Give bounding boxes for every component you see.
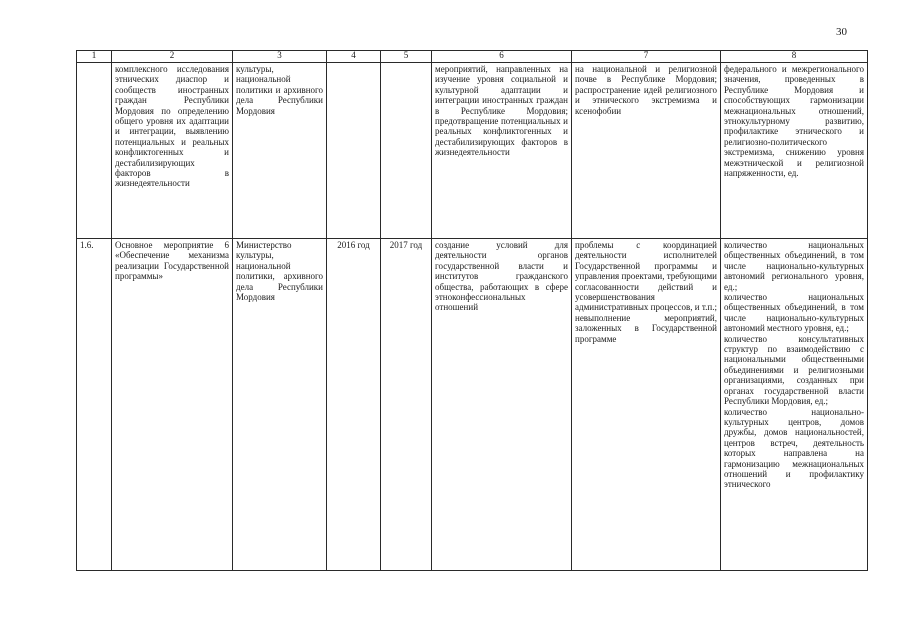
indicators-cell [721, 239, 868, 571]
header-col-3: 3 [233, 51, 327, 63]
expected-result-cell: мероприятий, направленных на изучение уровня социальной и культурной адаптации и интеграции иностранных граждан в Республике Мордовия; предотвращение потенциальных и реальных конфликтогенных и дестабилизирующих факторов в жизнедеятельности [432, 63, 572, 239]
executor-cell: культуры, национальной политики и архивного дела Республики Мордовия [233, 63, 327, 239]
indicator-item: количество национально-культурных центров, домов дружбы, домов национальностей, центров встреч, деятельность которых направлена на гармонизацию межнациональных отношений и профилактику этнического [724, 406, 864, 490]
header-col-5: 5 [381, 51, 432, 63]
header-col-1: 1 [77, 51, 112, 63]
header-col-6: 6 [432, 51, 572, 63]
expected-result-cell: создание условий для деятельности органов государственной власти и институтов гражданского общества, работающих в сфере этноконфессиональных отношений [432, 239, 572, 571]
start-year-cell: 2016 год [327, 239, 381, 571]
header-col-8: 8 [721, 51, 868, 63]
row-number-cell: 1.6. [77, 239, 112, 571]
end-year-cell [381, 63, 432, 239]
table-row [77, 239, 868, 571]
activity-name-cell: Основное мероприятие 6 «Обеспечение механизма реализации Государственной программы» [112, 239, 233, 571]
table-row [77, 63, 868, 239]
executor-cell: Министерство культуры, национальной политики, архивного дела Республики Мордовия [233, 239, 327, 571]
consequences-cell: проблемы с координацией деятельности исполнителей Государственной программы и управления проектами, требующими согласованности действий и усовершенствования административных процессов, и т.п.; невыполнение мероприятий, заложенных в Государственной программе [572, 239, 721, 571]
consequences-cell: на национальной и религиозной почве в Республике Мордовия; распространение идей религиозного и этнического экстремизма и ксенофобии [572, 63, 721, 239]
header-col-7: 7 [572, 51, 721, 63]
indicator-item: количество национальных общественных объединений, в том числе национально-культурных автономий местного уровня, ед.; [724, 292, 864, 334]
end-year-cell: 2017 год [381, 239, 432, 571]
header-row [77, 51, 868, 63]
page-number: 30 [836, 26, 847, 38]
program-activities-table [76, 50, 868, 571]
activity-name-cell: комплексного исследования этнических диаспор и сообществ иностранных граждан Республики Мордовия по определению общего уровня их адаптации и интеграции, выявлению потенциальных и реальных конфликтогенных и дестабилизирующих факторов в жизнедеятельности [112, 63, 233, 239]
header-col-4: 4 [327, 51, 381, 63]
start-year-cell [327, 63, 381, 239]
header-col-2: 2 [112, 51, 233, 63]
indicator-item: количество консультативных структур по взаимодействию с национальными общественными объединениями и религиозными организациями, созданных при органах государственной власти Республики Мордовия, ед.; [724, 333, 864, 407]
indicators-cell: федерального и межрегионального значения, проведенных в Республике Мордовия и способствующих гармонизации межнациональных отношений, этнокультурному развитию, профилактике этнического и религиозно-политического экстремизма, снижению уровня межэтнической и религиозной напряженности, ед. [721, 63, 868, 239]
row-number-cell [77, 63, 112, 239]
indicator-item: количество национальных общественных объединений, в том числе национально-культурных автономий регионального уровня, ед.; [724, 240, 864, 292]
